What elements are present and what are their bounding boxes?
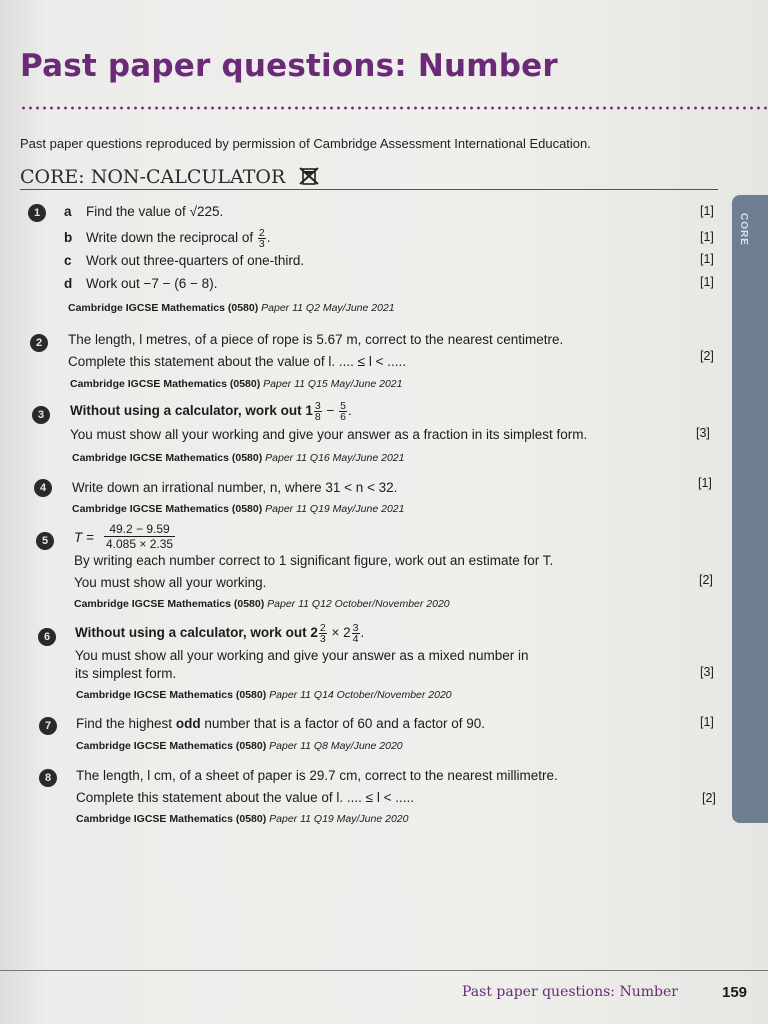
q6-line3: its simplest form. bbox=[75, 666, 177, 681]
q5-source bbox=[74, 598, 450, 610]
no-calculator-icon bbox=[299, 167, 319, 185]
q7-intro: Find the highest bbox=[76, 716, 173, 731]
question-number-7: 7 bbox=[39, 717, 57, 735]
q5-expression bbox=[104, 522, 175, 551]
footer-rule bbox=[0, 970, 768, 971]
section-rule bbox=[20, 189, 718, 190]
q5-t-equals: T = bbox=[74, 530, 94, 545]
q1b-label: b bbox=[64, 230, 73, 246]
q4-marks: [1] bbox=[698, 476, 712, 490]
q1d-label: d bbox=[64, 276, 73, 291]
q1a-marks: [1] bbox=[700, 204, 714, 218]
q1-source bbox=[68, 302, 395, 314]
q6-operator: × 2 bbox=[331, 625, 351, 641]
q1-source-paper: Paper 11 Q2 May/June 2021 bbox=[261, 302, 395, 314]
q1c-body: Work out three-quarters of one-third. bbox=[86, 253, 305, 268]
q8-marks: [2] bbox=[702, 791, 716, 805]
core-side-tab-label: CORE bbox=[738, 213, 749, 246]
q5-source-paper: Paper 11 Q12 October/November 2020 bbox=[267, 598, 450, 610]
q1d-text bbox=[64, 276, 217, 291]
q7-rest: number that is a factor of 60 and a factor of 90. bbox=[204, 716, 486, 731]
q6-marks: [3] bbox=[700, 665, 714, 679]
q5-numerator: 49.2 − 9.59 bbox=[104, 522, 175, 537]
q3-operator: − bbox=[326, 403, 335, 419]
q3-line2: You must show all your working and give your answer as a fraction in its simplest form. bbox=[70, 427, 588, 442]
q5-line3: You must show all your working. bbox=[74, 575, 267, 590]
q8-source-paper: Paper 11 Q19 May/June 2020 bbox=[269, 813, 409, 825]
footer-title: Past paper questions: Number bbox=[462, 984, 678, 1000]
dotted-divider bbox=[20, 106, 768, 110]
q8-source bbox=[76, 813, 408, 825]
q1b-marks: [1] bbox=[700, 230, 714, 244]
q1b-numerator: 2 bbox=[258, 227, 265, 239]
permission-note: Past paper questions reproduced by permission of Cambridge Assessment International Education. bbox=[20, 136, 591, 151]
q2-line1: The length, l metres, of a piece of rope is 5.67 m, correct to the nearest centimetre. bbox=[68, 332, 564, 347]
q3-fraction-1 bbox=[314, 401, 322, 422]
q7-text bbox=[76, 716, 485, 731]
question-number-2: 2 bbox=[30, 334, 48, 352]
q4-source-paper: Paper 11 Q19 May/June 2021 bbox=[265, 503, 405, 515]
section-heading-label: CORE: NON-CALCULATOR bbox=[20, 166, 286, 188]
question-number-8: 8 bbox=[39, 769, 57, 787]
section-heading bbox=[20, 166, 319, 188]
q6-source-book: Cambridge IGCSE Mathematics (0580) bbox=[76, 689, 267, 701]
q3-source bbox=[72, 452, 404, 464]
question-number-6: 6 bbox=[38, 628, 56, 646]
q6-source bbox=[76, 689, 452, 701]
q1b-end: . bbox=[266, 230, 271, 246]
q7-marks: [1] bbox=[700, 715, 714, 729]
question-number-3: 3 bbox=[32, 406, 50, 424]
q7-source-paper: Paper 11 Q8 May/June 2020 bbox=[269, 740, 403, 752]
q7-source bbox=[76, 740, 403, 752]
q6-f2-numerator: 3 bbox=[352, 622, 359, 634]
q1a-text bbox=[64, 204, 223, 219]
q5-source-book: Cambridge IGCSE Mathematics (0580) bbox=[74, 598, 265, 610]
q3-fraction-2 bbox=[339, 401, 347, 422]
q3-intro: Without using a calculator, work out 1 bbox=[70, 403, 313, 419]
q2-line2: Complete this statement about the value of l. .... ≤ l < ..... bbox=[68, 354, 406, 369]
q6-end: . bbox=[360, 625, 365, 641]
q1c-label: c bbox=[64, 253, 72, 268]
q7-source-book: Cambridge IGCSE Mathematics (0580) bbox=[76, 740, 267, 752]
q1d-body: Work out −7 − (6 − 8). bbox=[86, 276, 218, 291]
q6-fraction-1 bbox=[319, 623, 327, 644]
q3-source-book: Cambridge IGCSE Mathematics (0580) bbox=[72, 452, 263, 464]
q3-f1-numerator: 3 bbox=[314, 400, 321, 412]
q3-end: . bbox=[348, 403, 352, 419]
q2-marks: [2] bbox=[700, 349, 714, 363]
q2-source bbox=[70, 378, 402, 390]
q6-f1-denominator: 3 bbox=[319, 633, 326, 645]
q1b-fraction bbox=[258, 228, 266, 249]
q5-line2: By writing each number correct to 1 significant figure, work out an estimate for T. bbox=[74, 553, 554, 568]
q4-source-book: Cambridge IGCSE Mathematics (0580) bbox=[72, 503, 263, 515]
q3-f1-denominator: 8 bbox=[314, 411, 321, 423]
q8-line2: Complete this statement about the value of l. .... ≤ l < ..... bbox=[76, 790, 414, 805]
q2-source-paper: Paper 11 Q15 May/June 2021 bbox=[263, 378, 403, 390]
q4-source bbox=[72, 503, 404, 515]
q6-f1-numerator: 2 bbox=[319, 622, 326, 634]
q4-text: Write down an irrational number, n, where 31 < n < 32. bbox=[72, 480, 398, 495]
q6-f2-denominator: 4 bbox=[352, 633, 359, 645]
q3-f2-denominator: 6 bbox=[340, 411, 347, 423]
q3-marks: [3] bbox=[696, 426, 710, 440]
q2-source-book: Cambridge IGCSE Mathematics (0580) bbox=[70, 378, 261, 390]
q1c-marks: [1] bbox=[700, 252, 714, 266]
q1b-text bbox=[64, 228, 270, 249]
q6-line2: You must show all your working and give your answer as a mixed number in bbox=[75, 648, 529, 663]
q5-marks: [2] bbox=[699, 573, 713, 587]
q5-denominator: 4.085 × 2.35 bbox=[106, 537, 174, 551]
core-side-tab bbox=[732, 195, 768, 823]
q1b-denominator: 3 bbox=[258, 238, 265, 250]
q1d-marks: [1] bbox=[700, 275, 714, 289]
q7-emphasis: odd bbox=[175, 716, 201, 731]
q6-source-paper: Paper 11 Q14 October/November 2020 bbox=[269, 689, 452, 701]
q1a-body: Find the value of √225. bbox=[86, 204, 224, 219]
q1b-body: Write down the reciprocal of bbox=[86, 230, 254, 246]
q3-source-paper: Paper 11 Q16 May/June 2021 bbox=[265, 452, 405, 464]
q6-intro: Without using a calculator, work out 2 bbox=[75, 625, 318, 641]
question-number-5: 5 bbox=[36, 532, 54, 550]
q6-fraction-2 bbox=[352, 623, 360, 644]
q3-f2-numerator: 5 bbox=[340, 400, 347, 412]
page-title: Past paper questions: Number bbox=[20, 48, 558, 84]
question-number-1: 1 bbox=[28, 204, 46, 222]
q8-source-book: Cambridge IGCSE Mathematics (0580) bbox=[76, 813, 267, 825]
q3-line1 bbox=[70, 401, 352, 422]
page-number: 159 bbox=[722, 984, 748, 1001]
q1-source-book: Cambridge IGCSE Mathematics (0580) bbox=[68, 302, 259, 314]
q6-line1 bbox=[75, 623, 364, 644]
question-number-4: 4 bbox=[34, 479, 52, 497]
q8-line1: The length, l cm, of a sheet of paper is 29.7 cm, correct to the nearest millimetre. bbox=[76, 768, 558, 783]
q1c-text bbox=[64, 253, 304, 268]
q1a-label: a bbox=[64, 204, 72, 219]
